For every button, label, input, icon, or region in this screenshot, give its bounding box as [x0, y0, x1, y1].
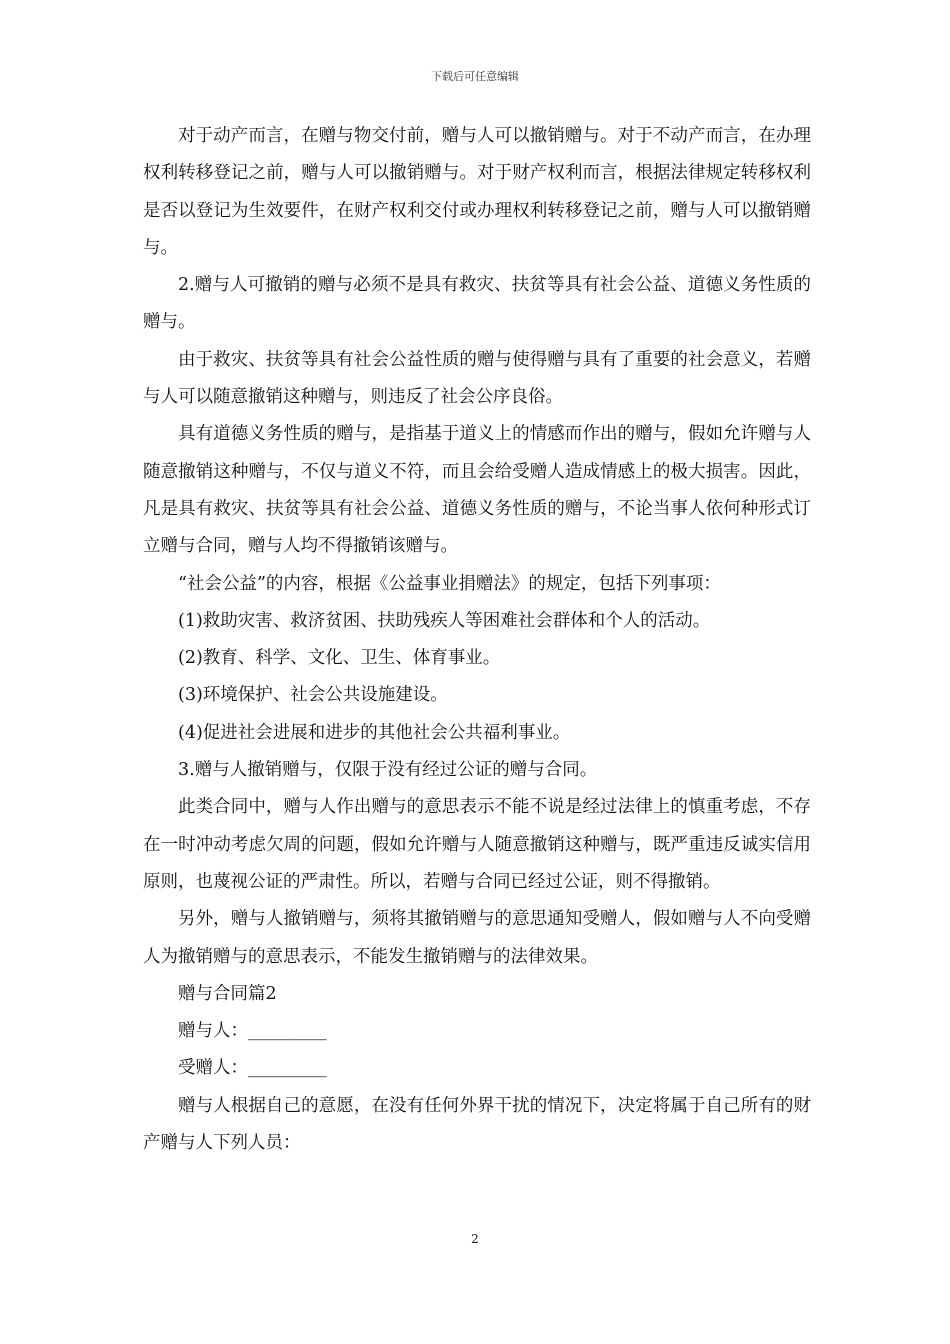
donee-field: 受赠人：_________ — [178, 1058, 327, 1079]
paragraph: 赠与人根据自己的意愿，在没有任何外界干扰的情况下，决定将属于自己所有的财产赠与人下列人员： — [143, 1095, 811, 1154]
list-item: (1)救助灾害、救济贫困、扶助残疾人等困难社会群体和个人的活动。 — [178, 610, 711, 631]
paragraph: 此类合同中，赠与人作出赠与的意思表示不能不说是经过法律上的慎重考虑，不存在一时冲动考虑欠周的问题，假如允许赠与人随意撤销这种赠与，既严重违反诚实信用原则，也蔑视公证的严肃性。所以，若赠与合同已经过公证，则不得撤销。 — [143, 797, 811, 892]
document-body — [143, 118, 811, 1162]
paragraph: 3.赠与人撤销赠与，仅限于没有经过公证的赠与合同。 — [178, 760, 598, 781]
section-title: 赠与合同篇2 — [178, 983, 277, 1004]
donor-field: 赠与人：_________ — [178, 1021, 327, 1042]
paragraph: 对于动产而言，在赠与物交付前，赠与人可以撤销赠与。对于不动产而言，在办理权利转移登记之前，赠与人可以撤销赠与。对于财产权利而言，根据法律规定转移权利是否以登记为生效要件，在财产权利交付或办理权利转移登记之前，赠与人可以撤销赠与。 — [143, 126, 811, 258]
paragraph: 另外，赠与人撤销赠与，须将其撤销赠与的意思通知受赠人，假如赠与人不向受赠人为撤销赠与的意思表示，不能发生撤销赠与的法律效果。 — [143, 909, 811, 967]
paragraph: “社会公益”的内容，根据《公益事业捐赠法》的规定，包括下列事项： — [178, 573, 721, 594]
list-item: (4)促进社会进展和进步的其他社会公共福利事业。 — [178, 722, 571, 743]
paragraph: 2.赠与人可撤销的赠与必须不是具有救灾、扶贫等具有社会公益、道德义务性质的赠与。 — [143, 275, 811, 333]
paragraph: 由于救灾、扶贫等具有社会公益性质的赠与使得赠与具有了重要的社会意义，若赠与人可以随意撤销这种赠与，则违反了社会公序良俗。 — [143, 349, 811, 408]
paragraph: 具有道德义务性质的赠与，是指基于道义上的情感而作出的赠与，假如允许赠与人随意撤销这种赠与，不仅与道义不符，而且会给受赠人造成情感上的极大损害。因此，凡是具有救灾、扶贫等具有社会公益、道德义务性质的赠与，不论当事人依何种形式订立赠与合同，赠与人均不得撤销该赠与。 — [143, 424, 811, 557]
page-number: 2 — [471, 1232, 479, 1246]
list-item: (3)环境保护、社会公共设施建设。 — [178, 685, 448, 706]
list-item: (2)教育、科学、文化、卫生、体育事业。 — [178, 648, 501, 669]
page-header: 下载后可任意编辑 — [431, 70, 519, 83]
